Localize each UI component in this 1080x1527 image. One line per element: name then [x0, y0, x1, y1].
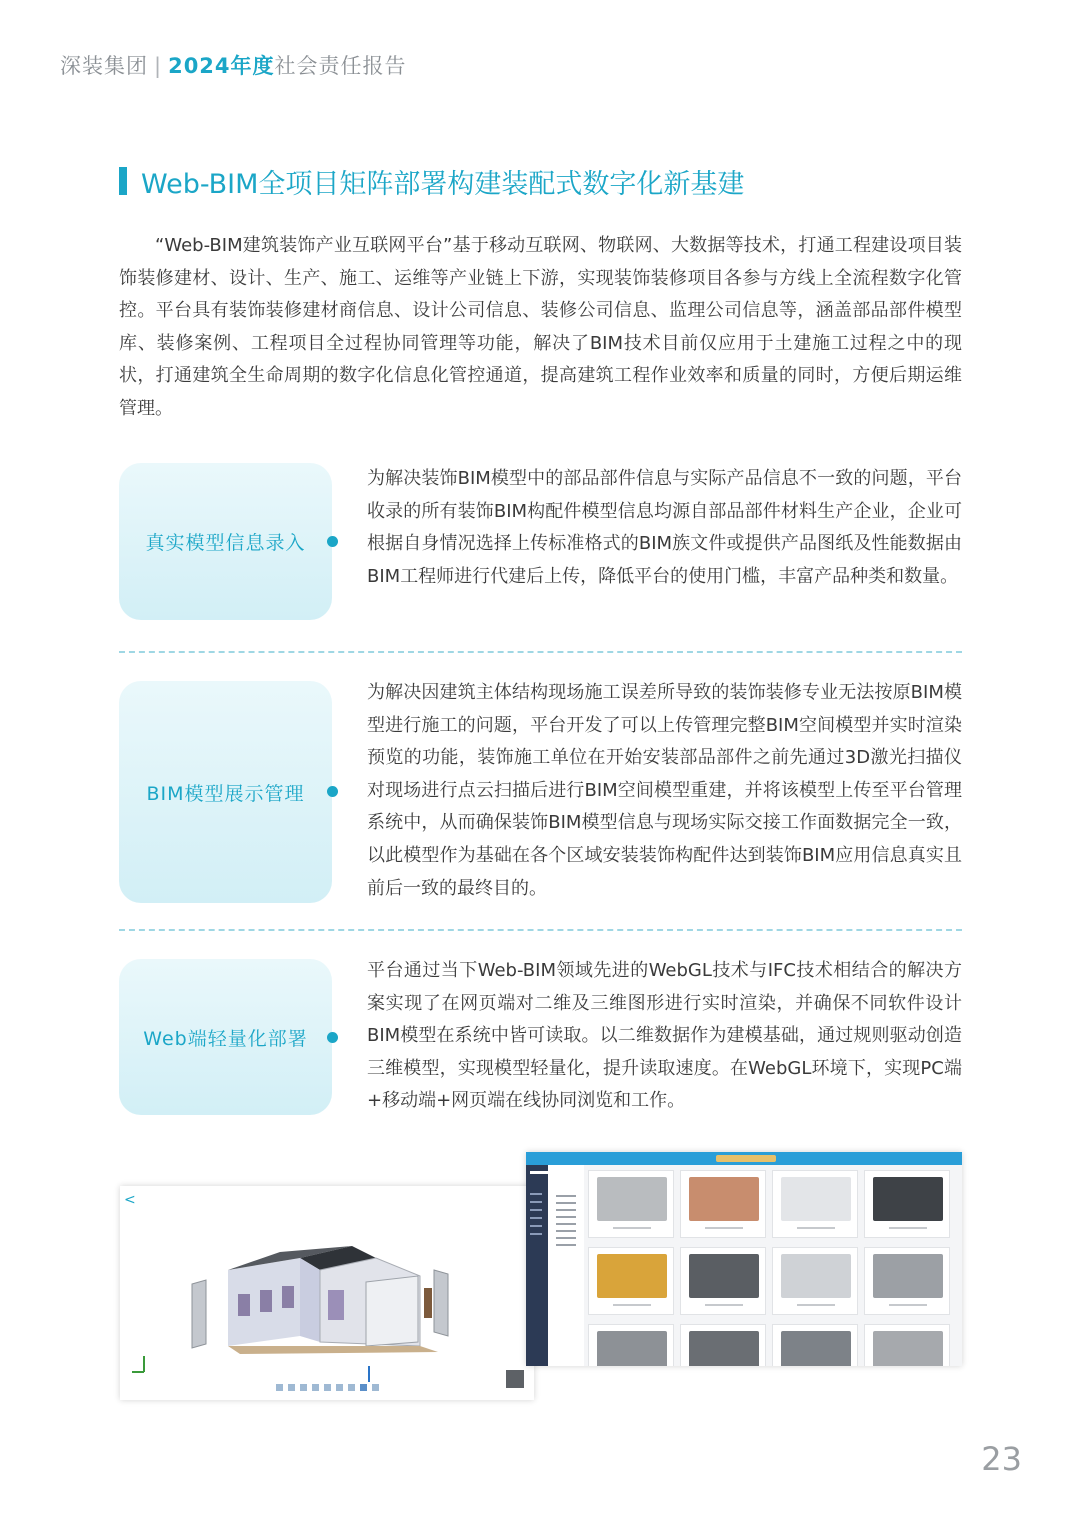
tile-caption-line [797, 1304, 835, 1306]
feature-web-lightweight [119, 955, 962, 1120]
bim-viewer-screenshot [120, 1186, 534, 1400]
library-tile[interactable] [772, 1324, 858, 1366]
library-tile[interactable] [588, 1170, 674, 1238]
section-title [119, 164, 744, 198]
tile-thumbnail [689, 1254, 759, 1298]
back-arrow-icon: < [124, 1192, 136, 1208]
library-tile[interactable] [772, 1247, 858, 1315]
feature-label: 真实模型信息录入 [145, 532, 306, 554]
library-sidebar [526, 1165, 548, 1366]
feature-description: 为解决装饰BIM模型中的部品部件信息与实际产品信息不一致的问题，平台收录的所有装饰BIM构配件模型信息均源自部品部件材料生产企业，企业可根据自身情况选择上传标准格式的BIM族文件或提供产品图纸及性能数据由BIM工程师进行代建后上传，降低平台的使用门槛，丰富产品种类和数量。 [367, 468, 962, 587]
running-header [60, 50, 407, 80]
library-tile[interactable] [588, 1247, 674, 1315]
tile-caption-line [889, 1304, 927, 1306]
bullet-dot-icon [327, 1032, 338, 1043]
tile-thumbnail [597, 1331, 667, 1366]
tile-thumbnail [597, 1254, 667, 1298]
tile-caption-line [705, 1304, 743, 1306]
tile-thumbnail [689, 1331, 759, 1366]
feature-label-box [119, 463, 332, 620]
tile-thumbnail [873, 1331, 943, 1366]
library-tile[interactable] [864, 1247, 950, 1315]
header-year: 2024年度 [168, 54, 275, 78]
dashed-divider [119, 651, 962, 653]
tile-caption-line [797, 1227, 835, 1229]
dashed-divider [119, 929, 962, 931]
section-title-text: Web-BIM全项目矩阵部署构建装配式数字化新基建 [141, 168, 745, 200]
tile-thumbnail [873, 1177, 943, 1221]
library-category-tree [548, 1165, 584, 1366]
bullet-dot-icon [327, 536, 338, 547]
tile-caption-line [613, 1304, 651, 1306]
header-report: 社会责任报告 [274, 54, 407, 78]
tile-thumbnail [597, 1177, 667, 1221]
tile-thumbnail [873, 1254, 943, 1298]
tile-caption-line [705, 1227, 743, 1229]
bullet-dot-icon [327, 786, 338, 797]
tile-thumbnail [689, 1177, 759, 1221]
feature-label-box [119, 681, 332, 903]
component-library-screenshot [526, 1152, 962, 1366]
library-tile[interactable] [772, 1170, 858, 1238]
library-tile[interactable] [680, 1170, 766, 1238]
section-title-accent-bar [119, 167, 127, 195]
library-logo [716, 1155, 776, 1162]
library-tile[interactable] [864, 1324, 950, 1366]
page-number: 23 [981, 1440, 1022, 1478]
header-separator: | [154, 54, 163, 78]
header-company: 深装集团 [60, 54, 148, 78]
tile-thumbnail [781, 1177, 851, 1221]
feature-label-box [119, 959, 332, 1115]
library-tile[interactable] [864, 1170, 950, 1238]
library-tile[interactable] [680, 1324, 766, 1366]
feature-description: 为解决因建筑主体结构现场施工误差所导致的装饰装修专业无法按原BIM模型进行施工的问题，平台开发了可以上传管理完整BIM空间模型并实时渲染预览的功能，装饰施工单位在开始安装部品部件之前先通过3D激光扫描仪对现场进行点云扫描后进行BIM空间模型重建，并将该模型上传至平台管理系统中，从而确保装饰BIM模型信息与现场实际交接工作面数据完全一致，以此模型作为基础在各个区域安装装饰构配件达到装饰BIM应用信息真实且前后一致的最终目的。 [367, 682, 962, 899]
library-title-bar [526, 1152, 962, 1165]
feature-description: 平台通过当下Web-BIM领域先进的WebGL技术与IFC技术相结合的解决方案实现了在网页端对二维及三维图形进行实时渲染，并确保不同软件设计BIM模型在系统中皆可读取。以二维数据作为建模基础，通过规则驱动创造三维模型，实现模型轻量化，提升读取速度。在WebGL环境下，实现PC端+移动端+网页端在线协同浏览和工作。 [367, 960, 962, 1112]
library-tile[interactable] [680, 1247, 766, 1315]
building-model-illustration [120, 1186, 534, 1400]
tile-thumbnail [781, 1254, 851, 1298]
intro-paragraph: “Web-BIM建筑装饰产业互联网平台”基于移动互联网、物联网、大数据等技术，打通工程建设项目装饰装修建材、设计、生产、施工、运维等产业链上下游，实现装饰装修项目各参与方线上全流程数字化管控。平台具有装饰装修建材商信息、设计公司信息、装修公司信息、监理公司信息等，涵盖部品部件模型库、装修案例、工程项目全过程协同管理等功能，解决了BIM技术目前仅应用于土建施工过程之中的现状，打通建筑全生命周期的数字化信息化管控通道，提高建筑工程作业效率和质量的同时，方便后期运维管理。 [119, 235, 962, 419]
tile-caption-line [613, 1227, 651, 1229]
feature-label: BIM模型展示管理 [146, 782, 305, 805]
tile-caption-line [889, 1227, 927, 1229]
tile-thumbnail [781, 1331, 851, 1366]
feature-bim-model-display [119, 677, 962, 907]
feature-real-model-input [119, 463, 962, 623]
library-tile[interactable] [588, 1324, 674, 1366]
library-tile-grid [584, 1170, 962, 1366]
feature-label: Web端轻量化部署 [143, 1027, 308, 1050]
